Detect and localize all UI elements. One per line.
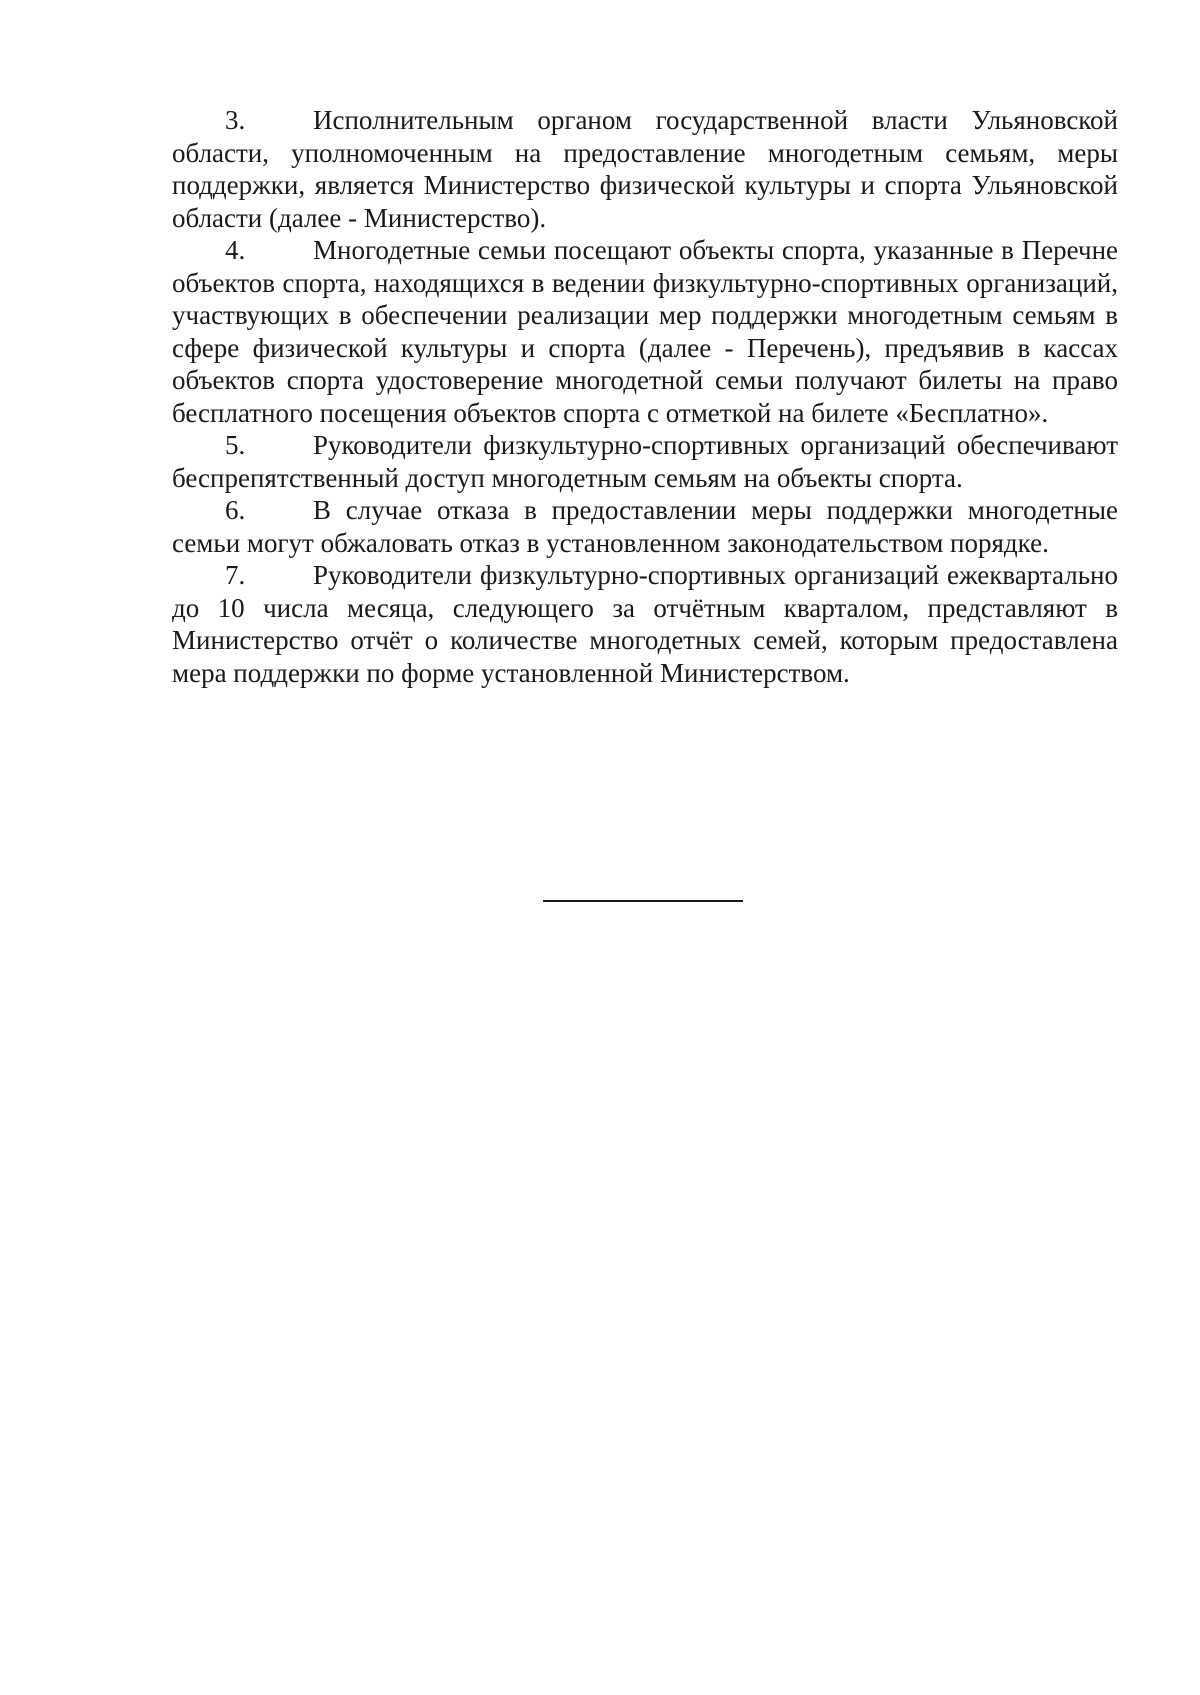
paragraph-number: 4. xyxy=(225,235,246,265)
paragraph-text: Руководители физкультурно-спортивных организаций ежеквартально до 10 числа месяца, следующего за отчётным кварталом, представляют в Министерство отчёт о количестве многодетных семей, которым предоставлена мера поддержки по форме установленной Министерством. xyxy=(172,560,1118,688)
paragraph-6 xyxy=(172,494,1118,559)
paragraph-7 xyxy=(172,559,1118,689)
paragraph-number: 3. xyxy=(225,105,246,135)
paragraph-5 xyxy=(172,429,1118,494)
paragraph-text: В случае отказа в предоставлении меры поддержки многодетные семьи могут обжаловать отказ в установленном законодательством порядке. xyxy=(172,495,1118,558)
paragraph-number: 6. xyxy=(225,495,246,525)
paragraph-4 xyxy=(172,234,1118,429)
paragraph-text: Руководители физкультурно-спортивных организаций обеспечивают беспрепятственный доступ многодетным семьям на объекты спорта. xyxy=(172,430,1118,493)
paragraph-text: Исполнительным органом государственной власти Ульяновской области, уполномоченным на предоставление многодетным семьям, меры поддержки, является Министерство физической культуры и спорта Ульяновской области (далее - Министерство). xyxy=(172,105,1118,233)
document-page xyxy=(172,104,1118,689)
paragraph-number: 7. xyxy=(225,560,246,590)
paragraph-text: Многодетные семьи посещают объекты спорта, указанные в Перечне объектов спорта, находящихся в ведении физкультурно-спортивных организаций, участвующих в обеспечении реализации мер поддержки многодетным семьям в сфере физической культуры и спорта (далее - Перечень), предъявив в кассах объектов спорта удостоверение многодетной семьи получают билеты на право бесплатного посещения объектов спорта с отметкой на билете «Бесплатно». xyxy=(172,235,1118,428)
end-of-document-line xyxy=(543,900,743,902)
paragraph-3 xyxy=(172,104,1118,234)
paragraph-number: 5. xyxy=(225,430,246,460)
